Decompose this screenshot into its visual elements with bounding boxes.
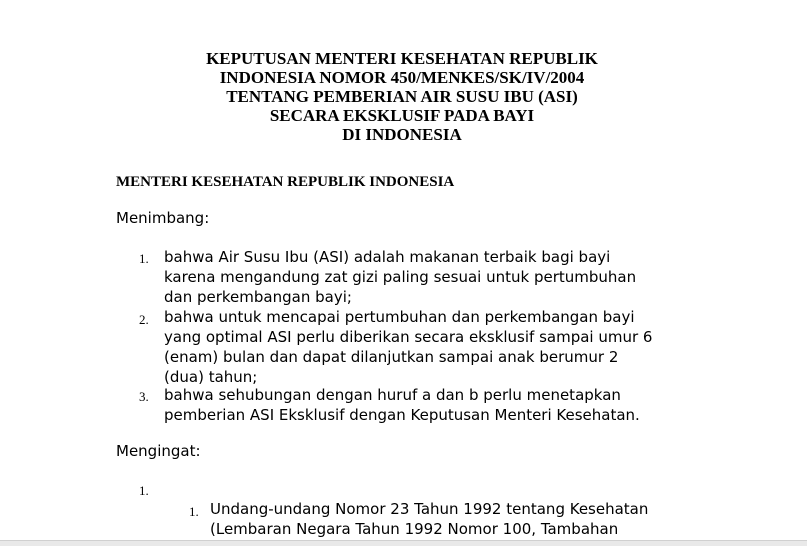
text-line: bahwa Air Susu Ibu (ASI) adalah makanan terbaik bagi bayi (164, 248, 611, 266)
mengingat-item-1-text (210, 499, 648, 539)
text-line: karena mengandung zat gizi paling sesuai untuk pertumbuhan (164, 268, 637, 286)
text-line: (dua) tahun; (164, 368, 258, 386)
title-line-1: KEPUTUSAN MENTERI KESEHATAN REPUBLIK (206, 49, 598, 68)
title-line-4: SECARA EKSKLUSIF PADA BAYI (269, 106, 535, 125)
text-line: (enam) bulan dan dapat dilanjutkan sampai anak berumur 2 (164, 348, 619, 366)
text-line: (Lembaran Negara Tahun 1992 Nomor 100, Tambahan (210, 520, 619, 538)
text-line: dan perkembangan bayi; (164, 288, 352, 306)
menimbang-item-1-text (164, 247, 636, 307)
mengingat-item-1-number: 1. (189, 504, 199, 519)
title-line-3: TENTANG PEMBERIAN AIR SUSU IBU (ASI) (226, 87, 578, 106)
viewer-bottom-edge (0, 540, 807, 546)
menimbang-item-3-text (164, 385, 640, 425)
menimbang-item-3-number: 3. (139, 389, 149, 404)
menimbang-item-2-number: 2. (139, 312, 149, 327)
menimbang-item-2-text (164, 307, 652, 387)
menimbang-item-1-number: 1. (139, 251, 149, 266)
text-line: Undang-undang Nomor 23 Tahun 1992 tentang Kesehatan (210, 500, 649, 518)
text-line: bahwa sehubungan dengan huruf a dan b perlu menetapkan (164, 386, 621, 404)
text-line: pemberian ASI Eksklusif dengan Keputusan Menteri Kesehatan. (164, 406, 640, 424)
text-line: bahwa untuk mencapai pertumbuhan dan perkembangan bayi (164, 308, 635, 326)
text-line: yang optimal ASI perlu diberikan secara eksklusif sampai umur 6 (164, 328, 653, 346)
title-line-2: INDONESIA NOMOR 450/MENKES/SK/IV/2004 (219, 68, 585, 87)
menimbang-label: Menimbang: (116, 209, 210, 227)
document-title (100, 49, 704, 144)
minister-heading: MENTERI KESEHATAN REPUBLIK INDONESIA (116, 174, 455, 190)
title-line-5: DI INDONESIA (342, 125, 462, 144)
mengingat-label: Mengingat: (116, 442, 201, 460)
mengingat-outer-number: 1. (139, 483, 149, 498)
